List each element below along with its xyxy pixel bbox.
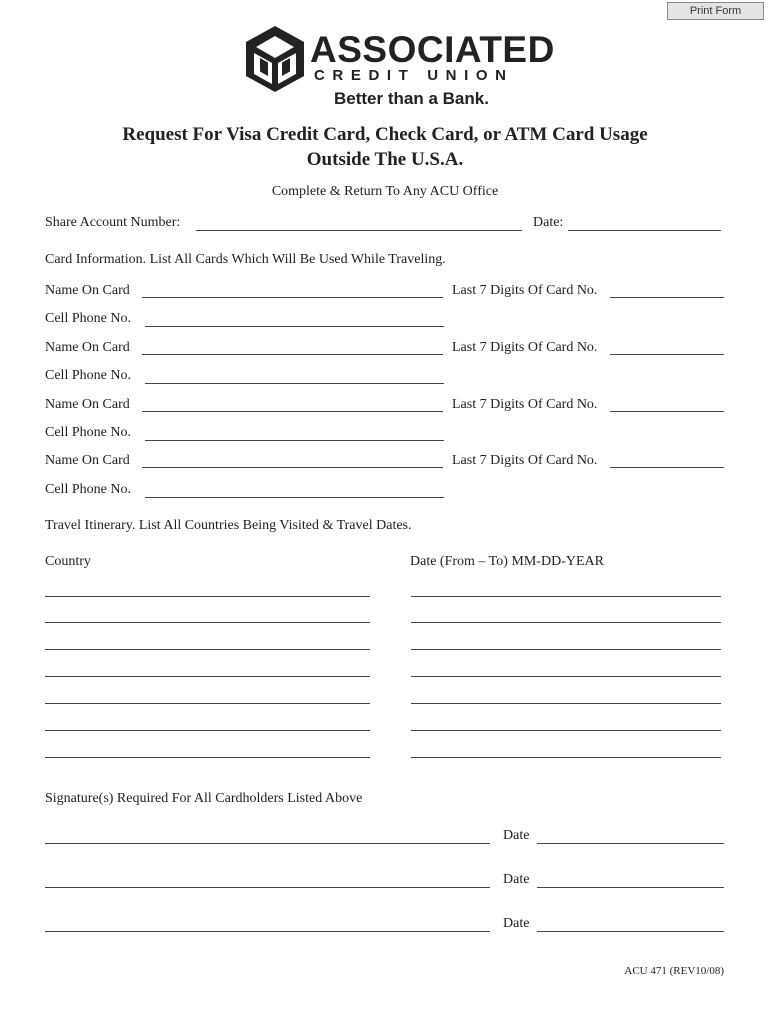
travel-heading: Travel Itinerary. List All Countries Being Visited & Travel Dates. (45, 518, 412, 533)
cell-phone-label: Cell Phone No. (45, 311, 131, 326)
last7-field-1[interactable] (610, 297, 724, 298)
form-instruction: Complete & Return To Any ACU Office (271, 184, 499, 199)
last7-label: Last 7 Digits Of Card No. (452, 283, 598, 298)
name-on-card-label: Name On Card (45, 397, 130, 412)
dates-field-3[interactable] (411, 649, 721, 650)
cell-phone-label: Cell Phone No. (45, 482, 131, 497)
sig-date-label: Date (503, 916, 530, 931)
print-form-button[interactable]: Print Form (667, 2, 764, 20)
card-info-heading: Card Information. List All Cards Which Will Be Used While Traveling. (45, 252, 446, 267)
name-on-card-label: Name On Card (45, 283, 130, 298)
name-on-card-field-2[interactable] (142, 354, 443, 355)
sig-date-label: Date (503, 872, 530, 887)
last7-field-4[interactable] (610, 467, 724, 468)
brand-name: ASSOCIATED (310, 29, 555, 70)
brand-tagline: Better than a Bank. (334, 89, 489, 108)
dates-field-2[interactable] (411, 622, 721, 623)
dates-field-6[interactable] (411, 730, 721, 731)
cell-phone-field-2[interactable] (145, 383, 444, 384)
date-label: Date: (533, 215, 564, 230)
dates-label: Date (From – To) MM-DD-YEAR (410, 554, 604, 569)
last7-label: Last 7 Digits Of Card No. (452, 397, 598, 412)
brand-subtitle: CREDIT UNION (314, 67, 514, 84)
dates-field-4[interactable] (411, 676, 721, 677)
sig-date-field-3[interactable] (537, 931, 724, 932)
dates-field-5[interactable] (411, 703, 721, 704)
cell-phone-label: Cell Phone No. (45, 425, 131, 440)
sig-date-field-1[interactable] (537, 843, 724, 844)
country-field-2[interactable] (45, 622, 370, 623)
last7-field-3[interactable] (610, 411, 724, 412)
date-field[interactable] (568, 230, 721, 231)
cell-phone-label: Cell Phone No. (45, 368, 131, 383)
sig-date-label: Date (503, 828, 530, 843)
signature-field-3[interactable] (45, 931, 490, 932)
country-field-5[interactable] (45, 703, 370, 704)
form-code: ACU 471 (REV10/08) (624, 965, 724, 977)
share-account-label: Share Account Number: (45, 215, 181, 230)
last7-label: Last 7 Digits Of Card No. (452, 453, 598, 468)
name-on-card-field-4[interactable] (142, 467, 443, 468)
country-field-4[interactable] (45, 676, 370, 677)
country-field-3[interactable] (45, 649, 370, 650)
country-field-1[interactable] (45, 596, 370, 597)
name-on-card-field-3[interactable] (142, 411, 443, 412)
name-on-card-label: Name On Card (45, 453, 130, 468)
dates-field-1[interactable] (411, 596, 721, 597)
name-on-card-label: Name On Card (45, 340, 130, 355)
cell-phone-field-3[interactable] (145, 440, 444, 441)
country-label: Country (45, 554, 91, 569)
country-field-6[interactable] (45, 730, 370, 731)
sig-date-field-2[interactable] (537, 887, 724, 888)
acu-logo-icon (244, 24, 306, 94)
last7-field-2[interactable] (610, 354, 724, 355)
share-account-field[interactable] (196, 230, 522, 231)
signature-field-2[interactable] (45, 887, 490, 888)
form-title-line1: Request For Visa Credit Card, Check Card, or ATM Card Usage (122, 124, 648, 145)
name-on-card-field-1[interactable] (142, 297, 443, 298)
dates-field-7[interactable] (411, 757, 721, 758)
signature-field-1[interactable] (45, 843, 490, 844)
form-title-line2: Outside The U.S.A. (306, 149, 464, 170)
last7-label: Last 7 Digits Of Card No. (452, 340, 598, 355)
signature-heading: Signature(s) Required For All Cardholders Listed Above (45, 791, 363, 806)
cell-phone-field-1[interactable] (145, 326, 444, 327)
country-field-7[interactable] (45, 757, 370, 758)
cell-phone-field-4[interactable] (145, 497, 444, 498)
